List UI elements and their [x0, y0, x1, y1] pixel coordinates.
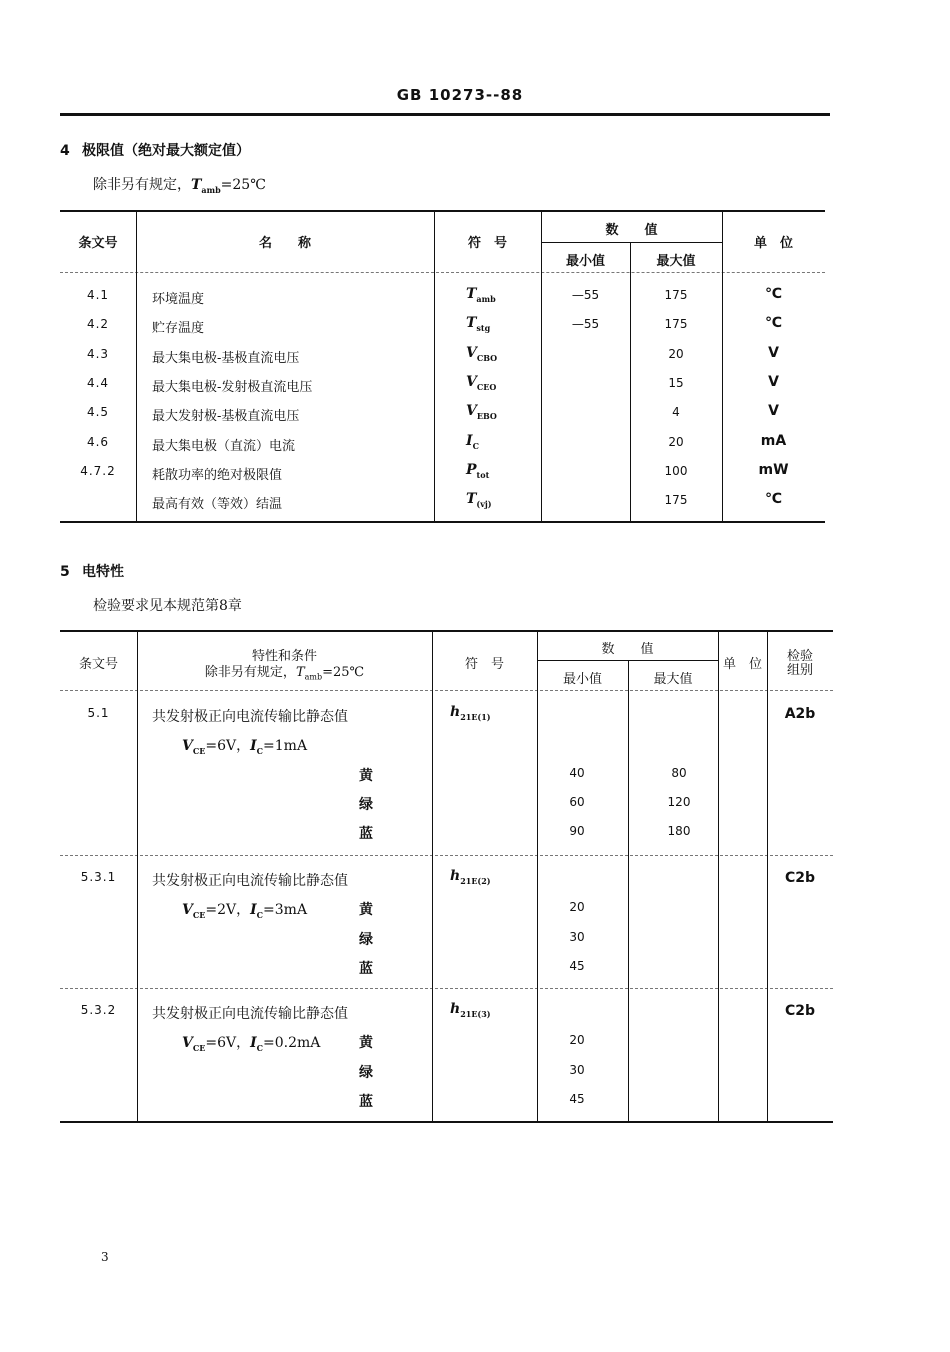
electrical-row-min: 45 [569, 959, 585, 973]
electrical-row-color: 蓝 [359, 961, 373, 977]
t2-col-symbol-header: 符 号 [464, 657, 504, 672]
electrical-group-condition: $V_{CE}=2V$，$I_C=3mA$ [182, 902, 308, 920]
section-5-number: 5 [60, 564, 70, 580]
limits-row-symbol: $V_{CBO}$ [466, 345, 498, 363]
electrical-row-min: 30 [569, 1063, 585, 1077]
electrical-group-inspection: C2b [784, 1003, 816, 1019]
limits-row-clause: 4.6 [86, 435, 110, 449]
electrical-row-max: 80 [671, 766, 687, 780]
electrical-group-condition: $V_{CE}=6V$，$I_C=0.2mA$ [182, 1035, 321, 1053]
limits-row-max: 175 [664, 288, 688, 302]
electrical-row-color: 黄 [359, 1035, 373, 1051]
electrical-row-color: 绿 [359, 1065, 373, 1081]
section-5-heading [60, 561, 124, 581]
limits-row-symbol: $V_{CEO}$ [466, 374, 497, 392]
limits-row-name: 最大发射极-基极直流电压 [152, 409, 300, 424]
electrical-row-color: 蓝 [359, 1094, 373, 1110]
limits-row-symbol: $T_{(vj)}$ [466, 491, 492, 509]
col-unit-header: 单 位 [753, 236, 793, 251]
electrical-group-condition: $V_{CE}=6V$，$I_C=1mA$ [182, 738, 308, 756]
electrical-row-min: 90 [569, 824, 585, 838]
limits-row-max: 4 [672, 405, 680, 419]
section-4-number: 4 [60, 143, 70, 159]
section-5-note: 检验要求见本规范第8章 [93, 598, 242, 614]
limits-row-name: 最大集电极-发射极直流电压 [152, 380, 313, 395]
limits-row-clause: 4.4 [86, 376, 110, 390]
limits-row-name: 最高有效（等效）结温 [152, 497, 283, 512]
electrical-group-title: 共发射极正向电流传输比静态值 [152, 1006, 348, 1022]
limits-row-unit: V [768, 403, 779, 419]
limits-row-max: 15 [668, 376, 684, 390]
electrical-group-clause: 5.3.2 [80, 1003, 117, 1017]
electrical-group-inspection: C2b [784, 870, 816, 886]
col-symbol-header: 符 号 [467, 236, 507, 251]
electrical-group-clause: 5.3.1 [80, 870, 117, 884]
t2-col-char-header-line2: 除非另有规定，$T_{amb}=25℃$ [204, 665, 365, 682]
electrical-group-inspection: A2b [784, 706, 816, 722]
electrical-row-color: 绿 [359, 932, 373, 948]
limits-row-symbol: $T_{stg}$ [466, 315, 491, 333]
section-4-title: 极限值（绝对最大额定值） [82, 143, 250, 159]
t2-col-unit-header: 单 位 [722, 657, 762, 672]
electrical-row-color: 绿 [359, 797, 373, 813]
section-5-title: 电特性 [82, 564, 124, 580]
limits-row-clause: 4.2 [86, 317, 110, 331]
limits-row-max: 20 [668, 435, 684, 449]
electrical-row-color: 黄 [359, 768, 373, 784]
col-clause-header: 条文号 [78, 236, 118, 251]
electrical-group-title: 共发射极正向电流传输比静态值 [152, 873, 348, 889]
header-rule [60, 113, 830, 116]
t2-col-group-header-line2: 组别 [786, 663, 813, 678]
col-max-header: 最大值 [656, 254, 696, 269]
section-4-condition: 除非另有规定，$T_{amb}=25℃$ [93, 177, 266, 195]
electrical-row-color: 黄 [359, 902, 373, 918]
electrical-group-symbol: $h_{21E(2)}$ [450, 868, 491, 886]
limits-row-unit: ℃ [765, 491, 782, 507]
electrical-row-min: 60 [569, 795, 585, 809]
limits-row-clause: 4.1 [86, 288, 110, 302]
limits-row-unit: ℃ [765, 315, 782, 331]
col-min-header: 最小值 [565, 254, 605, 269]
electrical-group-symbol: $h_{21E(1)}$ [450, 704, 491, 722]
limits-row-unit: mA [760, 433, 787, 449]
limits-row-symbol: $I_C$ [466, 433, 479, 451]
electrical-row-max: 180 [667, 824, 691, 838]
t2-col-group-header-line1: 检验 [786, 649, 813, 664]
electrical-row-min: 20 [569, 900, 585, 914]
limits-row-clause: 4.5 [86, 405, 110, 419]
limits-row-unit: V [768, 345, 779, 361]
limits-row-symbol: $T_{amb}$ [466, 286, 496, 304]
limits-row-clause: 4.3 [86, 347, 110, 361]
electrical-row-min: 20 [569, 1033, 585, 1047]
limits-row-unit: V [768, 374, 779, 390]
limits-row-name: 最大集电极（直流）电流 [152, 439, 296, 454]
limits-row-clause: 4.7.2 [80, 464, 116, 478]
limits-row-symbol: $V_{EBO}$ [466, 403, 497, 421]
t2-col-value-header: 数 值 [601, 642, 654, 657]
limits-row-min: —55 [571, 288, 600, 302]
page-header-title: GB 10273--88 [396, 86, 524, 104]
limits-row-symbol: $P_{tot}$ [466, 462, 490, 480]
electrical-row-min: 45 [569, 1092, 585, 1106]
limits-row-unit: mW [758, 462, 789, 478]
electrical-group-clause: 5.1 [87, 706, 110, 720]
limits-row-min: —55 [571, 317, 600, 331]
limits-row-name: 贮存温度 [152, 321, 205, 336]
t2-col-clause-header: 条文号 [78, 657, 118, 672]
limits-row-name: 最大集电极-基极直流电压 [152, 351, 300, 366]
electrical-group-symbol: $h_{21E(3)}$ [450, 1001, 491, 1019]
page-number: 3 [101, 1250, 109, 1264]
limits-row-name: 耗散功率的绝对极限值 [152, 468, 283, 483]
limits-row-name: 环境温度 [152, 292, 205, 307]
electrical-group-title: 共发射极正向电流传输比静态值 [152, 709, 348, 725]
electrical-row-min: 30 [569, 930, 585, 944]
limits-row-max: 100 [664, 464, 688, 478]
electrical-row-min: 40 [569, 766, 585, 780]
limits-row-max: 175 [664, 317, 688, 331]
section-4-heading [60, 140, 250, 160]
col-name-header: 名 称 [258, 236, 311, 251]
col-value-header: 数 值 [605, 223, 658, 238]
limits-row-max: 20 [668, 347, 684, 361]
t2-col-max-header: 最大值 [653, 672, 693, 687]
limits-row-unit: ℃ [765, 286, 782, 302]
t2-col-min-header: 最小值 [562, 672, 602, 687]
limits-row-max: 175 [664, 493, 688, 507]
electrical-row-color: 蓝 [359, 826, 373, 842]
t2-col-char-header-line1: 特性和条件 [251, 649, 317, 664]
electrical-row-max: 120 [667, 795, 691, 809]
